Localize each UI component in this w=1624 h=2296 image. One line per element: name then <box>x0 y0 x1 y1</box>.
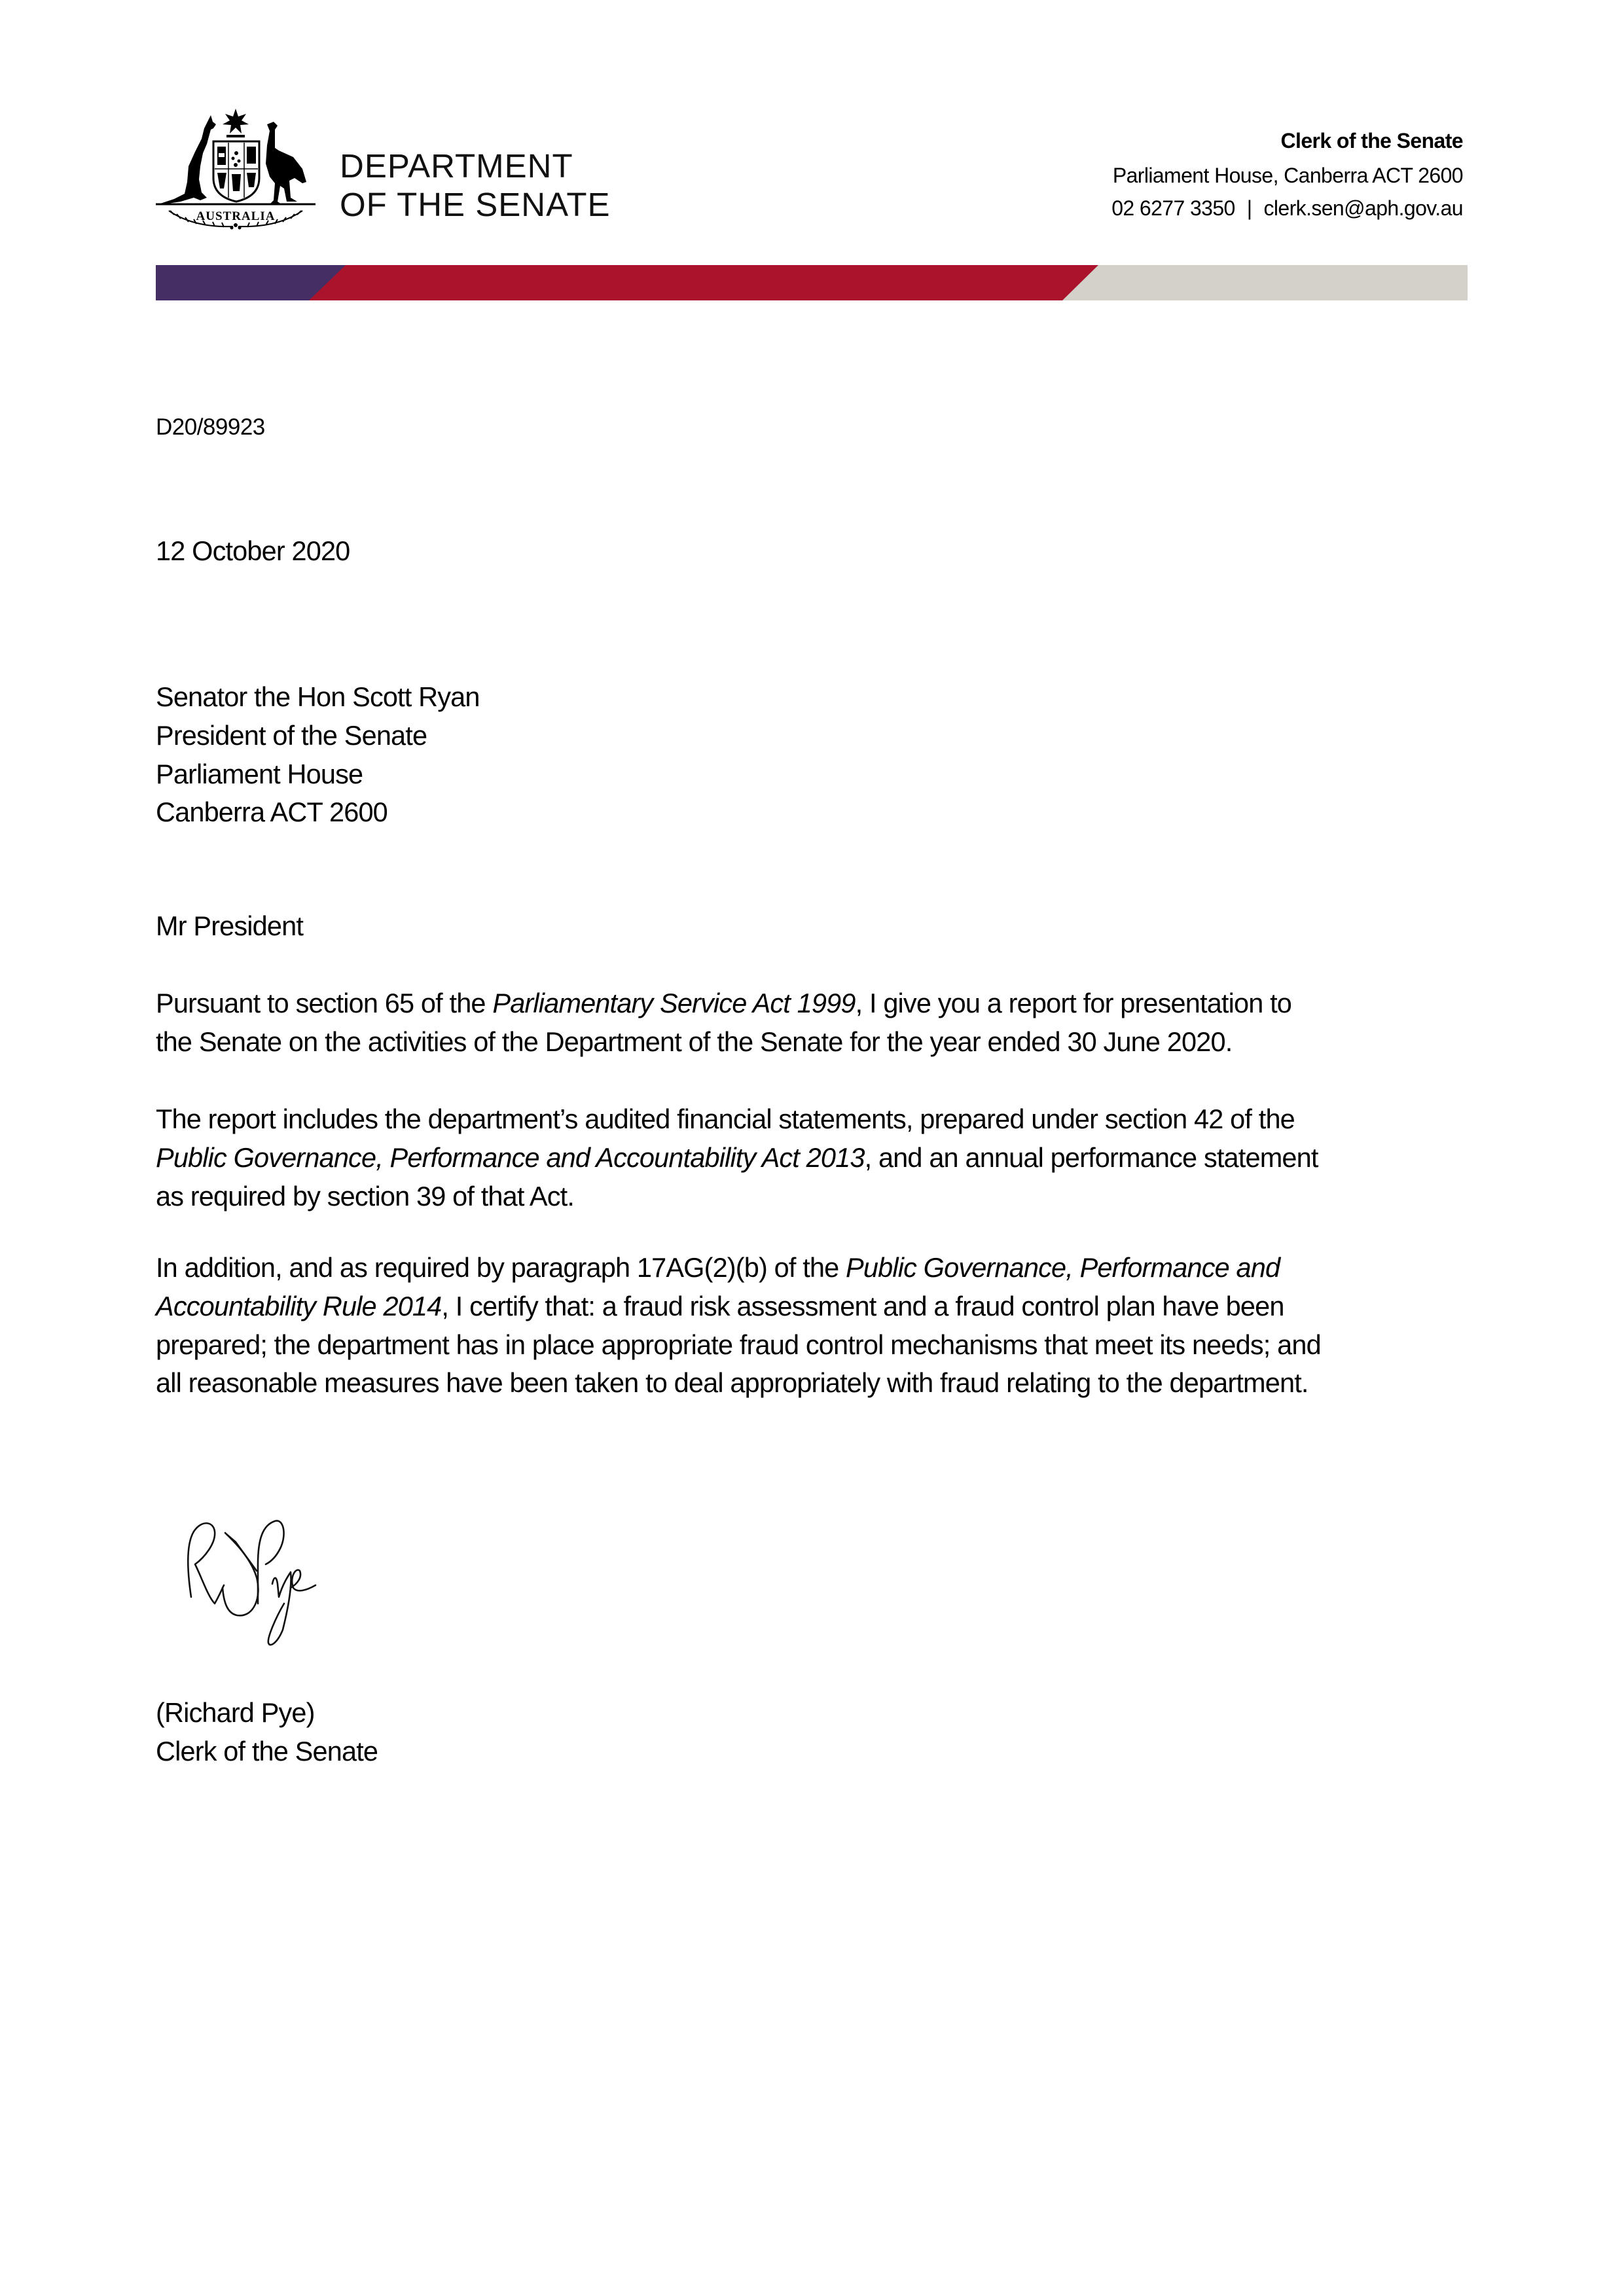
paragraph-line <box>156 1326 1321 1365</box>
paragraph-line <box>156 1249 1321 1287</box>
coat-of-arms-logo <box>154 106 317 230</box>
paragraph-line <box>156 984 1291 1023</box>
contact-email-link[interactable]: clerk.sen@aph.gov.au <box>1263 196 1463 220</box>
signatory-block <box>156 1694 378 1771</box>
text-run: , I certify that: a fraud risk assessment and a fraud control plan have been <box>441 1290 1284 1321</box>
emu-icon <box>266 122 306 204</box>
paragraph-line <box>156 1364 1321 1403</box>
department-name-line-2: OF THE SENATE <box>340 186 611 223</box>
text-run: In addition, and as required by paragraph 17AG(2)(b) of the <box>156 1252 846 1283</box>
paragraph-fraud-certification <box>156 1249 1321 1403</box>
recipient-line: Senator the Hon Scott Ryan <box>156 681 480 712</box>
contact-phone-email <box>1111 198 1463 219</box>
paragraph-presentation <box>156 984 1291 1062</box>
signatory-name: (Richard Pye) <box>156 1697 315 1728</box>
letter-date: 12 October 2020 <box>156 535 350 566</box>
signatory-position: Clerk of the Senate <box>156 1735 378 1767</box>
document-reference: D20/89923 <box>156 414 265 440</box>
contact-separator: | <box>1246 196 1252 220</box>
recipient-line: Parliament House <box>156 758 363 789</box>
text-run: all reasonable measures have been taken to deal appropriately with fraud relating to the department. <box>156 1367 1308 1399</box>
text-run: as required by section 39 of that Act. <box>156 1180 575 1211</box>
legislation-title: Accountability Rule 2014 <box>156 1290 442 1321</box>
legislation-title: Public Governance, Performance and <box>846 1252 1280 1283</box>
paragraph-financial-statements <box>156 1100 1318 1215</box>
contact-phone: 02 6277 3350 <box>1111 196 1235 220</box>
contact-title: Clerk of the Senate <box>1280 129 1463 152</box>
commonwealth-star-icon <box>223 109 249 134</box>
text-run: Pursuant to section 65 of the <box>156 988 493 1018</box>
crest-label: AUSTRALIA <box>196 209 276 223</box>
paragraph-line <box>156 1100 1318 1139</box>
text-run: , I give you a report for presentation to <box>855 988 1292 1018</box>
letterhead-color-stripe <box>156 265 1468 300</box>
text-run: the Senate on the activities of the Department of the Senate for the year ended 30 June 2020. <box>156 1026 1233 1057</box>
paragraph-line <box>156 1023 1291 1062</box>
handwritten-signature <box>185 1499 329 1649</box>
kangaroo-icon <box>158 115 216 204</box>
department-name-line-1: DEPARTMENT <box>340 147 573 185</box>
legislation-title: Parliamentary Service Act 1999 <box>492 988 856 1018</box>
salutation: Mr President <box>156 910 304 941</box>
text-run: The report includes the department’s audited financial statements, prepared under section 42 of the <box>156 1103 1295 1134</box>
recipient-address-block <box>156 678 480 832</box>
paragraph-line <box>156 1177 1318 1216</box>
contact-address: Parliament House, Canberra ACT 2600 <box>1112 164 1463 187</box>
text-run: prepared; the department has in place appropriate fraud control mechanisms that meet its needs; and <box>156 1329 1321 1360</box>
recipient-line: Canberra ACT 2600 <box>156 797 388 828</box>
text-run: , and an annual performance statement <box>864 1141 1318 1173</box>
paragraph-line <box>156 1287 1321 1326</box>
legislation-title: Public Governance, Performance and Accountability Act 2013 <box>156 1141 865 1173</box>
paragraph-line <box>156 1139 1318 1177</box>
recipient-line: President of the Senate <box>156 719 427 751</box>
